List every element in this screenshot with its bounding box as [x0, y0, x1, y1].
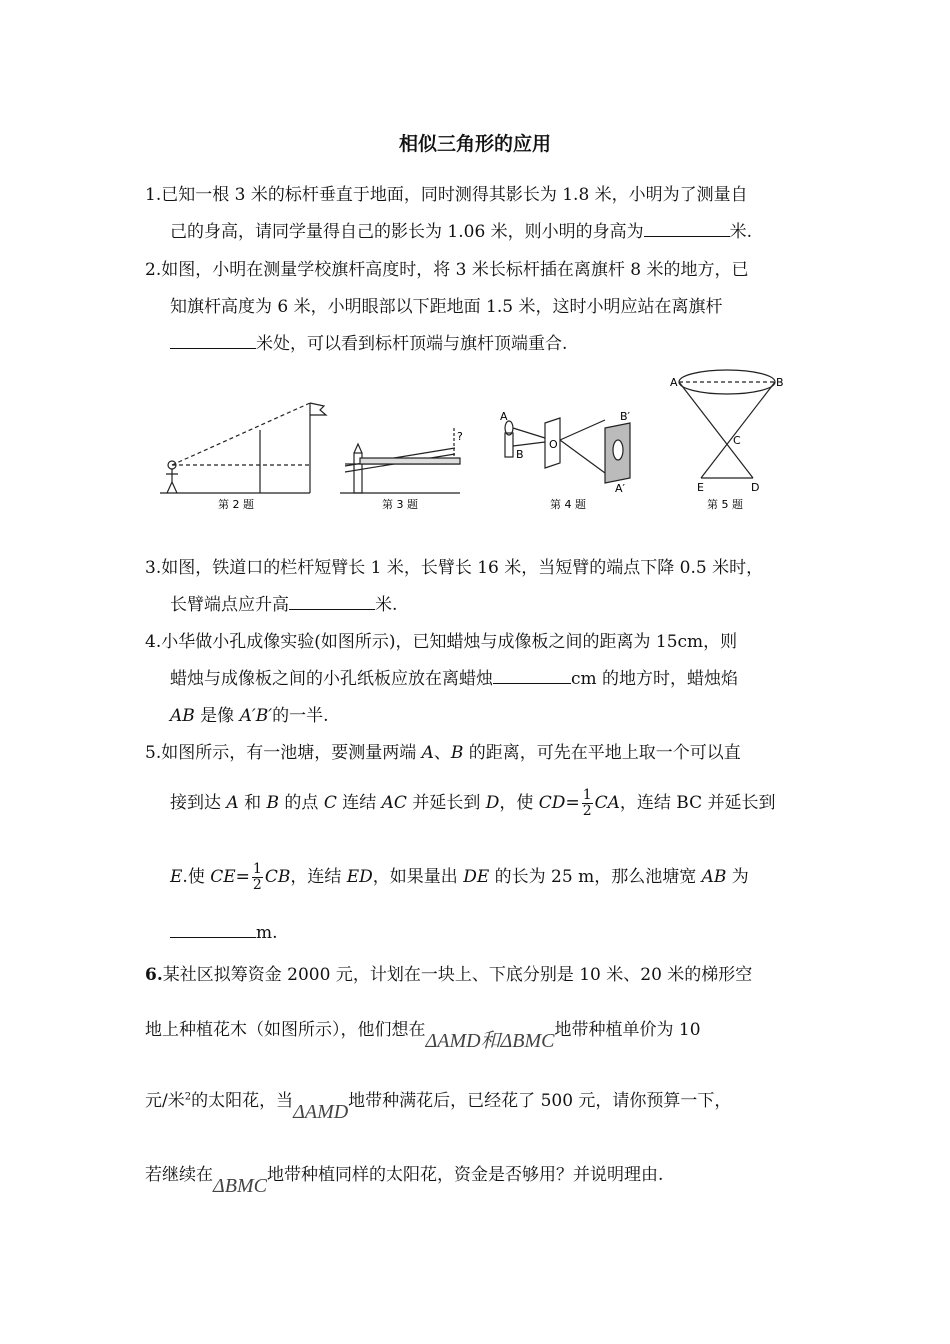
- fig4-ray-b: [513, 442, 545, 446]
- q5-sep: 、: [433, 743, 451, 763]
- answer-blank[interactable]: [644, 222, 730, 237]
- q5-eq2: =: [235, 867, 250, 887]
- frac-den-2: 2: [252, 877, 262, 893]
- q1-line1: 1.已知一根 3 米的标杆垂直于地面，同时测得其影长为 1.8 米，小明为了测量自: [145, 185, 748, 205]
- fig3-base-bar: [360, 458, 460, 464]
- q5-t4: 连结: [336, 793, 382, 813]
- q3-text: 长臂端点应升高: [170, 595, 289, 615]
- q4-text: 蜡烛与成像板之间的小孔纸板应放在离蜡烛: [170, 669, 493, 689]
- q6-line1: [145, 960, 752, 985]
- answer-blank[interactable]: [170, 334, 256, 349]
- q4-text-2: cm 的地方时，蜡烛焰: [571, 669, 739, 689]
- q5-t10: ，如果量出: [372, 867, 464, 887]
- q5-v5: D: [485, 793, 500, 813]
- fig2-flag: [310, 403, 326, 415]
- q6-t7: 地带种植同样的太阳花，资金是否够用？并说明理由.: [266, 1165, 664, 1185]
- fraction-half-2: [252, 862, 263, 893]
- q5-t7: ，连结 BC 并延长到: [619, 793, 776, 813]
- q6-t3: 元/米: [145, 1091, 185, 1111]
- q1-line2: [170, 217, 752, 242]
- q2-line3: [170, 329, 567, 354]
- q5-eq: =: [565, 793, 580, 813]
- q5-text: 5.如图所示，有一池塘，要测量两端: [145, 743, 422, 763]
- q5-t3: 的点: [279, 793, 324, 813]
- q3-unit: 米.: [375, 595, 398, 615]
- fig3-post-top: [354, 444, 362, 453]
- fig2-person-body: [166, 469, 178, 493]
- q5-line2: [170, 788, 776, 819]
- q5-var-b: B: [450, 743, 464, 763]
- q5-v3: C: [323, 793, 337, 813]
- figure-2: [160, 403, 326, 493]
- q5-line4: [170, 923, 278, 943]
- q4-line3: [170, 701, 329, 726]
- figure-5: [679, 370, 775, 478]
- q5-line1: [145, 738, 741, 763]
- fig4-caption: 第 4 题: [550, 498, 586, 511]
- figure-3: [340, 428, 460, 493]
- q5-var-a: A: [421, 743, 434, 763]
- q6-line3: [145, 1086, 732, 1123]
- q5-v9: CE: [210, 867, 236, 887]
- fig4-label-o: O: [549, 438, 558, 451]
- q6-t4: 的太阳花，当: [191, 1091, 294, 1111]
- q6-math-bmc: ΔBMC: [213, 1175, 267, 1197]
- fig4-label-b: B: [516, 448, 524, 461]
- q5-t11: 的长为 25 m，那么池塘宽: [489, 867, 702, 887]
- q5-v11: ED: [346, 867, 373, 887]
- fig5-line-ad: [679, 382, 753, 478]
- q5-v8: E: [170, 867, 183, 887]
- fraction-half: [582, 788, 593, 819]
- answer-blank[interactable]: [289, 595, 375, 610]
- fig5-label-b: B: [776, 376, 784, 389]
- q4-line1: 4.小华做小孔成像实验(如图所示)，已知蜡烛与成像板之间的距离为 15cm，则: [145, 632, 738, 652]
- q4-line2: [170, 664, 738, 689]
- frac-num: 1: [582, 787, 592, 803]
- q6-line2: [145, 1012, 701, 1052]
- q5-t5: 并延长到: [406, 793, 486, 813]
- q5-line3: [170, 862, 749, 893]
- q5-v4: AC: [381, 793, 407, 813]
- fig5-caption: 第 5 题: [707, 498, 743, 511]
- fig3-caption: 第 3 题: [382, 498, 418, 511]
- fig2-sight-line: [172, 403, 310, 465]
- fig4-ray-a: [513, 428, 545, 438]
- fig5-line-be: [701, 382, 775, 478]
- fig5-label-e: E: [697, 481, 704, 494]
- q5-v6: CD: [538, 793, 566, 813]
- fig2-caption: 第 2 题: [218, 498, 254, 511]
- q5-t12: 为: [726, 867, 749, 887]
- page-title: 相似三角形的应用: [398, 133, 551, 155]
- q5-v10: CB: [264, 867, 291, 887]
- q5-v13: AB: [701, 867, 727, 887]
- frac-num-2: 1: [252, 861, 262, 877]
- q1-unit: 米.: [729, 222, 753, 242]
- q6-math-amd: ΔAMD: [293, 1101, 349, 1123]
- q5-t2: 和: [238, 793, 267, 813]
- q6-t6: 若继续在: [145, 1165, 213, 1185]
- q6-text: 某社区拟筹资金 2000 元，计划在一块上、下底分别是 10 米、20 米的梯形空: [162, 965, 753, 985]
- answer-blank[interactable]: [493, 669, 571, 684]
- q5-v12: DE: [463, 867, 490, 887]
- q5-t9: ，连结: [290, 867, 347, 887]
- frac-den: 2: [582, 803, 592, 819]
- q5-text-2: 的距离，可先在平地上取一个可以直: [463, 743, 741, 763]
- q6-line4: [145, 1160, 664, 1197]
- answer-blank[interactable]: [170, 923, 256, 938]
- fig4-ray-d: [560, 440, 605, 473]
- q2-text: 米处，可以看到标杆顶端与旗杆顶端重合.: [256, 334, 568, 354]
- figure-4: [505, 418, 630, 483]
- q6-t1: 地上种植花木（如图所示），他们想在: [145, 1020, 426, 1040]
- fig5-label-a: A: [670, 376, 678, 389]
- q4-text-3: 是像: [194, 706, 240, 726]
- q5-t1: 接到达: [170, 793, 227, 813]
- fig5-label-d: D: [751, 481, 760, 494]
- fig4-label-b-prime: B′: [620, 410, 631, 423]
- q6-t5: 地带种满花后，已经花了 500 元，请你预算一下，: [348, 1091, 732, 1111]
- q5-unit: m.: [256, 923, 278, 943]
- q3-line2: [170, 590, 397, 615]
- figures-row: [160, 368, 800, 518]
- q4-text-4: 的一半.: [272, 706, 329, 726]
- fig4-image: [613, 440, 623, 460]
- fig5-label-c: C: [733, 434, 741, 447]
- q2-line2: 知旗杆高度为 6 米，小明眼部以下距地面 1.5 米，这时小明应站在离旗杆: [170, 297, 723, 317]
- q4-a-b-prime: A′B′: [239, 706, 273, 726]
- q5-v7: CA: [594, 793, 620, 813]
- fig4-ray-c: [560, 420, 605, 440]
- q5-v1: A: [226, 793, 239, 813]
- q2-line1: 2.如图，小明在测量学校旗杆高度时，将 3 米长标杆插在离旗杆 8 米的地方，已: [145, 260, 749, 280]
- q6-sup: 2: [184, 1091, 192, 1103]
- q5-t6: ，使: [499, 793, 539, 813]
- q3-line1: 3.如图，铁道口的栏杆短臂长 1 米，长臂长 16 米，当短臂的端点下降 0.5 米时，: [145, 558, 764, 578]
- q6-math-amd-bmc: ΔAMD和ΔBMC: [425, 1030, 555, 1052]
- q6-number: 6.: [145, 965, 163, 985]
- q6-t2: 地带种植单价为 10: [554, 1020, 701, 1040]
- q5-t8: .使: [182, 867, 211, 887]
- fig3-question-mark: ?: [457, 430, 463, 443]
- fig4-candle: [505, 433, 513, 457]
- fig4-label-a-prime: A′: [615, 482, 626, 495]
- q5-v2: B: [266, 793, 279, 813]
- fig4-label-a: A: [500, 410, 508, 423]
- q1-text: 己的身高，请同学量得自己的影长为 1.06 米，则小明的身高为: [170, 222, 644, 242]
- q4-ab: AB: [170, 706, 195, 726]
